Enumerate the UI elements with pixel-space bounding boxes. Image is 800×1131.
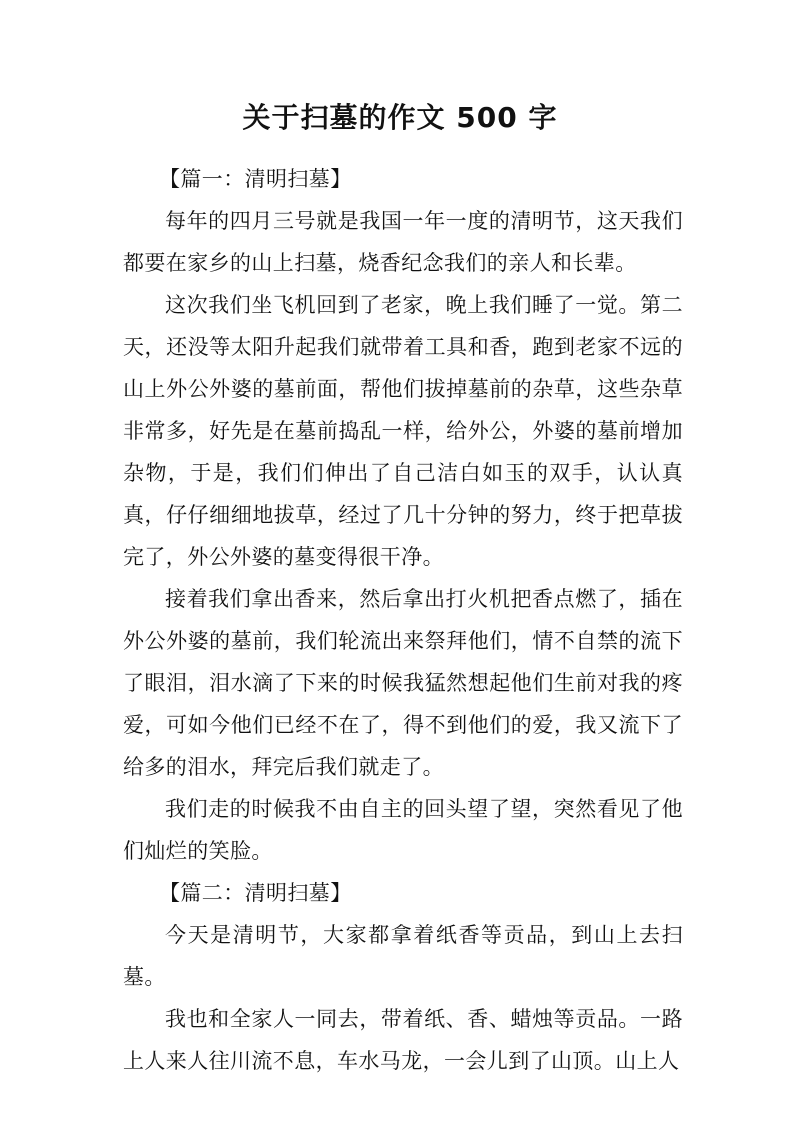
- paragraph: 这次我们坐飞机回到了老家，晚上我们睡了一觉。第二天，还没等太阳升起我们就带着工具和香，跑到老家不远的山上外公外婆的墓前面，帮他们拔掉墓前的杂草，这些杂草非常多，好先是在墓前捣乱一样，给外公，外婆的墓前增加杂物，于是，我们们伸出了自己洁白如玉的双手，认认真真，仔仔细细地拔草，经过了几十分钟的努力，终于把草拔完了，外公外婆的墓变得很干净。: [123, 293, 683, 569]
- paragraph: 每年的四月三号就是我国一年一度的清明节，这天我们都要在家乡的山上扫墓，烧香纪念我们的亲人和长辈。: [123, 209, 683, 275]
- document-body: [123, 158, 683, 1082]
- paragraph: 今天是清明节，大家都拿着纸香等贡品，到山上去扫墓。: [123, 923, 683, 989]
- section-heading: 【篇二：清明扫墓】: [159, 881, 352, 905]
- paragraph: 我也和全家人一同去，带着纸、香、蜡烛等贡品。一路上人来人往川流不息，车水马龙，一会儿到了山顶。山上人: [123, 1007, 683, 1073]
- paragraph: 我们走的时候我不由自主的回头望了望，突然看见了他们灿烂的笑脸。: [123, 797, 683, 863]
- document-title: 关于扫墓的作文 500 字: [242, 101, 558, 134]
- section-heading: 【篇一：清明扫墓】: [159, 167, 352, 191]
- paragraph: 接着我们拿出香来，然后拿出打火机把香点燃了，插在外公外婆的墓前，我们轮流出来祭拜他们，情不自禁的流下了眼泪，泪水滴了下来的时候我猛然想起他们生前对我的疼爱，可如今他们已经不在了，得不到他们的爱，我又流下了给多的泪水，拜完后我们就走了。: [123, 587, 683, 779]
